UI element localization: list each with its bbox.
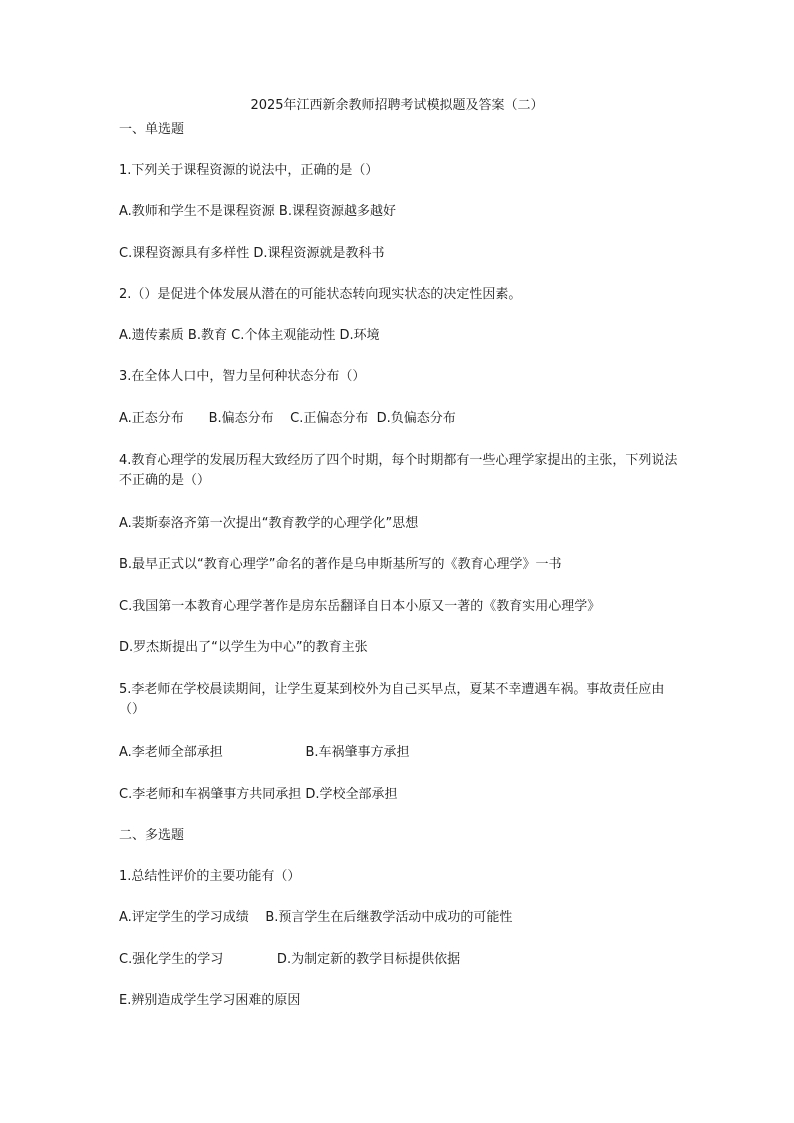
section-heading-multiple-choice: 二、多选题	[119, 828, 185, 843]
mc-question-1-stem: 1.总结性评价的主要功能有（）	[119, 869, 301, 884]
question-2-stem: 2.（）是促进个体发展从潜在的可能状态转向现实状态的决定性因素。	[119, 287, 522, 302]
question-5-options-cd: C.李老师和车祸肇事方共同承担 D.学校全部承担	[119, 787, 398, 802]
question-1-stem: 1.下列关于课程资源的说法中，正确的是（）	[119, 163, 379, 178]
question-1-options-ab: A.教师和学生不是课程资源 B.课程资源越多越好	[119, 204, 396, 219]
question-4-option-a: A.裴斯泰洛齐第一次提出“教育教学的心理学化”思想	[119, 516, 419, 531]
question-1-options-cd: C.课程资源具有多样性 D.课程资源就是教科书	[119, 246, 385, 261]
question-5-stem: 5.李老师在学校晨读期间，让学生夏某到校外为自己买早点，夏某不幸遭遇车祸。事故责任应由（）	[119, 682, 665, 717]
question-5-options-ab: A.李老师全部承担 B.车祸肇事方承担	[119, 745, 410, 760]
mc-question-1-options-cd: C.强化学生的学习 D.为制定新的教学目标提供依据	[119, 952, 461, 967]
question-3-stem: 3.在全体人口中，智力呈何种状态分布（）	[119, 369, 366, 384]
section-heading-single-choice: 一、单选题	[119, 122, 185, 137]
question-2-options: A.遗传素质 B.教育 C.个体主观能动性 D.环境	[119, 328, 380, 343]
question-3-options: A.正态分布 B.偏态分布 C.正偏态分布 D.负偏态分布	[119, 411, 456, 426]
question-4-option-d: D.罗杰斯提出了“以学生为中心”的教育主张	[119, 640, 368, 655]
document-title: 2025年江西新余教师招聘考试模拟题及答案（二）	[250, 98, 544, 113]
mc-question-1-option-e: E.辨别造成学生学习困难的原因	[119, 993, 301, 1008]
question-4-option-c: C.我国第一本教育心理学著作是房东岳翻译自日本小原又一著的《教育实用心理学》	[119, 599, 601, 614]
question-4-stem: 4.教育心理学的发展历程大致经历了四个时期，每个时期都有一些心理学家提出的主张，下列说法不正确的是（）	[119, 453, 678, 488]
mc-question-1-options-ab: A.评定学生的学习成绩 B.预言学生在后继教学活动中成功的可能性	[119, 910, 513, 925]
question-4-option-b: B.最早正式以“教育心理学”命名的著作是乌申斯基所写的《教育心理学》一书	[119, 557, 562, 572]
